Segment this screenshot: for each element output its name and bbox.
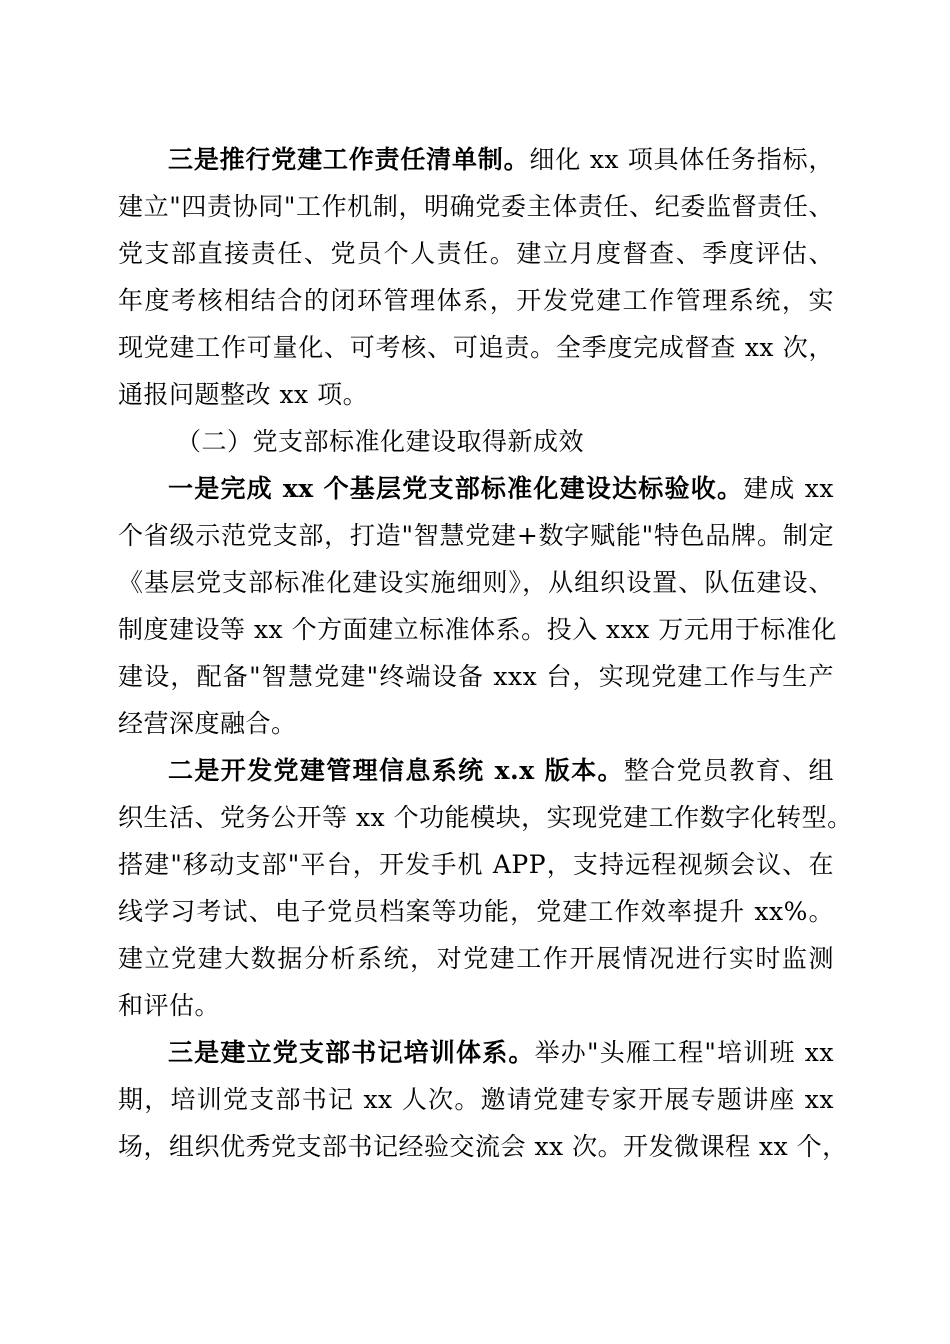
paragraph-text: 建成 xx: [743, 474, 834, 503]
paragraph-text: 举办"头雁工程"培训班 xx: [534, 1038, 834, 1067]
paragraph-line: 建立"四责协同"工作机制，明确党委主体责任、纪委监督责任、: [118, 192, 834, 221]
paragraph-line: 经营深度融合。: [118, 709, 297, 738]
paragraph-lead: 三是推行党建工作责任清单制。: [168, 145, 530, 174]
paragraph-line: 现党建工作可量化、可考核、可追责。全季度完成督查 xx 次，: [118, 333, 834, 362]
section-heading: （二）党支部标准化建设取得新成效: [176, 427, 585, 456]
paragraph-line: 年度考核相结合的闭环管理体系，开发党建工作管理系统，实: [118, 286, 834, 315]
document-body: [118, 136, 853, 1170]
paragraph-line: 搭建"移动支部"平台，开发手机 APP，支持远程视频会议、在: [118, 850, 834, 879]
paragraph-first-line: [118, 1029, 834, 1076]
paragraph: [118, 747, 853, 1029]
paragraph-first-line: [118, 136, 834, 183]
paragraph-text: 整合党员教育、组: [623, 756, 834, 785]
paragraph-line: 党支部直接责任、党员个人责任。建立月度督查、季度评估、: [118, 239, 834, 268]
paragraph-lead: 二是开发党建管理信息系统 x.x 版本。: [168, 756, 624, 785]
paragraph-line: 场，组织优秀党支部书记经验交流会 xx 次。开发微课程 xx 个，: [118, 1132, 848, 1161]
paragraph-lead: 三是建立党支部书记培训体系。: [168, 1038, 535, 1067]
paragraph-line: 线学习考试、电子党员档案等功能，党建工作效率提升 xx%。: [118, 897, 834, 926]
paragraph-lead: 一是完成 xx 个基层党支部标准化建设达标验收。: [168, 474, 744, 503]
paragraph-first-line: [118, 465, 834, 512]
paragraph: [118, 465, 837, 747]
paragraph-line: 织生活、党务公开等 xx 个功能模块，实现党建工作数字化转型。: [118, 803, 853, 832]
paragraph-line: 建立党建大数据分析系统，对党建工作开展情况进行实时监测: [118, 944, 834, 973]
paragraph: [118, 1029, 848, 1170]
paragraph-line: 制度建设等 xx 个方面建立标准体系。投入 xxx 万元用于标准化: [118, 615, 837, 644]
paragraph-first-line: [118, 747, 834, 794]
paragraph-line: 和评估。: [118, 991, 221, 1020]
paragraph-line: 建设，配备"智慧党建"终端设备 xxx 台，实现党建工作与生产: [118, 662, 834, 691]
paragraph-line: 《基层党支部标准化建设实施细则》，从组织设置、队伍建设、: [118, 568, 834, 597]
paragraph-line: 个省级示范党支部，打造"智慧党建+数字赋能"特色品牌。制定: [118, 521, 834, 550]
paragraph-line: 通报问题整改 xx 项。: [118, 380, 369, 409]
paragraph: [118, 136, 834, 418]
paragraph-text: 细化 xx 项具体任务指标，: [529, 145, 834, 174]
paragraph-line: 期，培训党支部书记 xx 人次。邀请党建专家开展专题讲座 xx: [118, 1085, 834, 1114]
